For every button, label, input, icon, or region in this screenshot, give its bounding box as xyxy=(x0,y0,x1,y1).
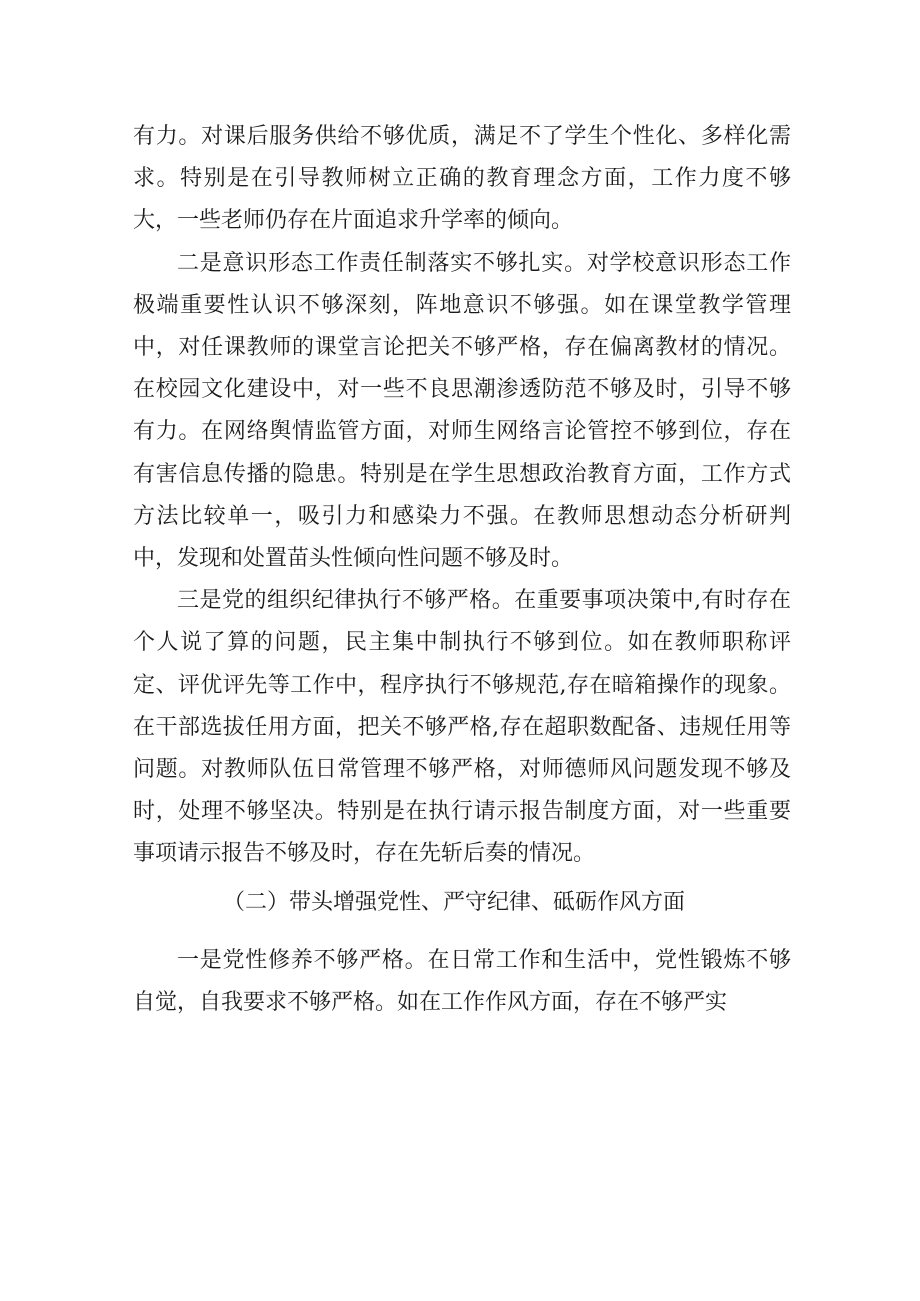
paragraph-continuation: 有力。对课后服务供给不够优质，满足不了学生个性化、多样化需求。特别是在引导教师树立正确的教育理念方面，工作力度不够大，一些老师仍存在片面追求升学率的倾向。 xyxy=(133,124,791,234)
document-body xyxy=(133,116,791,1024)
paragraph-organizational-discipline: 三是党的组织纪律执行不够严格。在重要事项决策中,有时存在个人说了算的问题，民主集中制执行不够到位。如在教师职称评定、评优评先等工作中，程序执行不够规范,存在暗箱操作的现象。在干部选拔任用方面，把关不够严格,存在超职数配备、违规任用等问题。对教师队伍日常管理不够严格，对师德师风问题发现不够及时，处理不够坚决。特别是在执行请示报告制度方面，对一些重要事项请示报告不够及时，存在先斩后奏的情况。 xyxy=(133,588,791,867)
section-heading: （二）带头增强党性、严守纪律、砥砺作风方面 xyxy=(223,889,686,915)
paragraph-ideology-responsibility: 二是意识形态工作责任制落实不够扎实。对学校意识形态工作极端重要性认识不够深刻，阵地意识不够强。如在课堂教学管理中，对任课教师的课堂言论把关不够严格，存在偏离教材的情况。在校园文化建设中，对一些不良思潮渗透防范不够及时，引导不够有力。在网络舆情监管方面，对师生网络言论管控不够到位，存在有害信息传播的隐患。特别是在学生思想政治教育方面，工作方式方法比较单一，吸引力和感染力不强。在教师思想动态分析研判中，发现和处置苗头性倾向性问题不够及时。 xyxy=(133,250,791,572)
paragraph-party-spirit: 一是党性修养不够严格。在日常工作和生活中，党性锻炼不够自觉，自我要求不够严格。如在工作作风方面，存在不够严实 xyxy=(133,947,791,1015)
